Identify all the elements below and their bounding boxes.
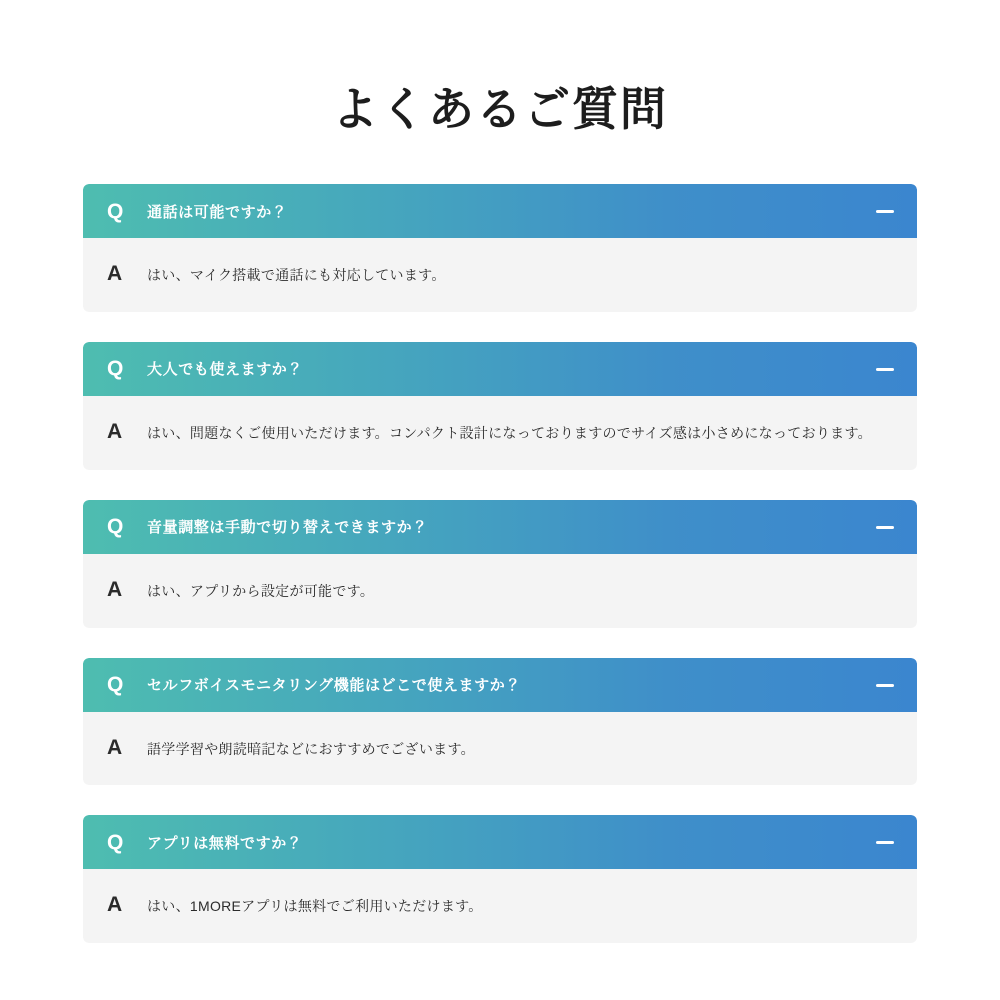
faq-item <box>83 815 917 943</box>
faq-item <box>83 342 917 470</box>
answer-marker: A <box>107 735 123 759</box>
minus-icon[interactable] <box>875 517 895 537</box>
question-marker: Q <box>107 515 124 539</box>
faq-answer-panel <box>83 712 917 786</box>
faq-question-header[interactable] <box>83 342 917 396</box>
faq-answer-text: 語学学習や朗読暗記などにおすすめでございます。 <box>147 740 475 757</box>
faq-answer-text: はい、問題なくご使用いただけます。コンパクト設計になっておりますのでサイズ感は小さめになっております。 <box>147 424 872 441</box>
minus-icon[interactable] <box>875 675 895 695</box>
question-marker: Q <box>107 673 124 697</box>
faq-item <box>83 658 917 786</box>
question-marker: Q <box>107 357 124 381</box>
faq-question-text: 大人でも使えますか？ <box>147 361 304 379</box>
minus-icon[interactable] <box>875 359 895 379</box>
faq-answer-text: はい、マイク搭載で通話にも対応しています。 <box>147 267 446 284</box>
faq-question-header[interactable] <box>83 184 917 238</box>
answer-marker: A <box>107 893 123 917</box>
page-title: よくあるご質問 <box>332 83 668 135</box>
faq-item <box>83 184 917 312</box>
faq-question-header[interactable] <box>83 500 917 554</box>
faq-answer-panel <box>83 238 917 312</box>
question-marker: Q <box>107 199 124 223</box>
faq-question-header[interactable] <box>83 658 917 712</box>
faq-list <box>0 184 1000 943</box>
faq-question-text: セルフボイスモニタリング機能はどこで使えますか？ <box>147 677 521 695</box>
faq-question-text: 通話は可能ですか？ <box>147 203 288 221</box>
faq-answer-panel <box>83 869 917 943</box>
faq-answer-text: はい、1MOREアプリは無料でご利用いただけます。 <box>147 898 483 915</box>
faq-answer-panel <box>83 396 917 470</box>
answer-marker: A <box>107 577 123 601</box>
faq-answer-panel <box>83 554 917 628</box>
minus-icon[interactable] <box>875 832 895 852</box>
question-marker: Q <box>107 830 124 854</box>
faq-answer-text: はい、アプリから設定が可能です。 <box>147 582 375 599</box>
answer-marker: A <box>107 419 123 443</box>
faq-question-header[interactable] <box>83 815 917 869</box>
answer-marker: A <box>107 262 123 286</box>
faq-item <box>83 500 917 628</box>
minus-icon[interactable] <box>875 201 895 221</box>
faq-question-text: 音量調整は手動で切り替えできますか？ <box>147 519 428 537</box>
faq-question-text: アプリは無料ですか？ <box>147 834 303 852</box>
